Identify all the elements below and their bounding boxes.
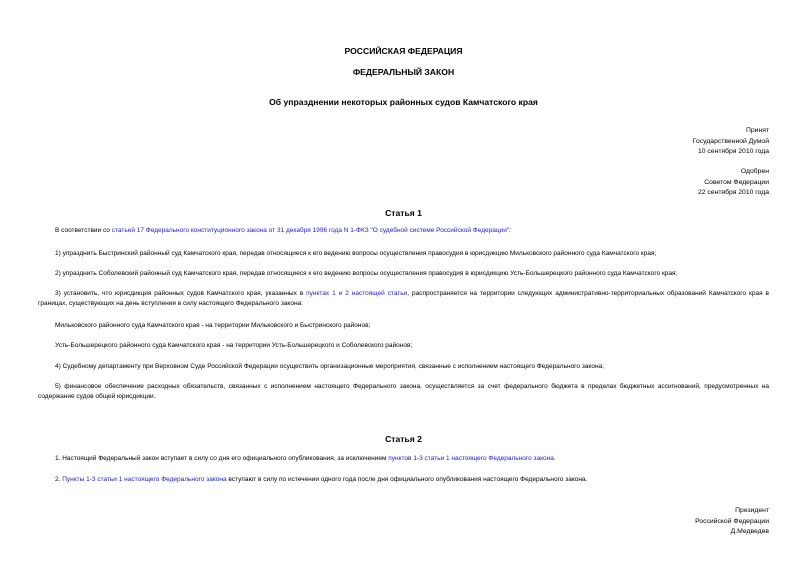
approval-line-1: Одобрен [740, 168, 769, 175]
adoption-line-1: Принят [745, 127, 769, 134]
points-1-2-link[interactable]: пунктах 1 и 2 настоящей статьи [306, 290, 408, 297]
signature-title: Президент [735, 507, 769, 514]
approval-line-2: Советом Федерации [704, 178, 769, 186]
article-1-item-1: 1) упразднить Быстринский районный суд Камчатского края, передав относящиеся к его ведению вопросы осуществления правосудия в юрисдикцию Мильковского районного суда Камчатского края; [55, 250, 657, 257]
article-2-para-2-text: вступают в силу по истечении одного года после дня официального опубликования настоящего Федерального закона. [226, 476, 588, 483]
approval-block [698, 167, 769, 199]
article-1-subitem-2: Усть-Большерецкого районного суда Камчатского края - на территории Усть-Большерецкого и Соболевского районов; [55, 342, 413, 349]
article-1-intro-end: : [509, 227, 511, 234]
article-2-para-2 [38, 475, 769, 485]
article-2-para-1 [38, 454, 769, 464]
article-2-para-2-num: 2. [55, 476, 63, 483]
article-1-heading: Статья 1 [385, 208, 422, 218]
article-17-link[interactable]: статьей 17 Федерального конституционного закона от 31 декабря 1996 года N 1-ФКЗ "О судебной системе Российской Федерации" [111, 227, 510, 234]
points-1-3-link[interactable]: пунктов 1-3 статьи 1 настоящего Федерального закона [388, 455, 554, 462]
article-1-item-3-text: 3) установить, что юрисдикция районных судов Камчатского края, указанных в [55, 290, 307, 297]
article-1-intro [38, 226, 769, 236]
article-1-item-4: 4) Судебному департаменту при Верховном Суде Российской Федерации осуществить организационные мероприятия, связанные с исполнением настоящего Федерального закона; [55, 363, 604, 370]
article-1-subitem-1: Мильковского районного суда Камчатского края - на территории Мильковского и Быстринского районов; [55, 322, 371, 329]
article-1-item-3-rest: , распространяется на территории следующих административно-территориальных образований Камчатского края в границах, существующих на день вступления в силу настоящего Федерального закона: [38, 290, 770, 308]
country-heading: РОССИЙСКАЯ ФЕДЕРАЦИЯ [344, 46, 463, 56]
signature-block [695, 506, 769, 538]
adoption-line-3: 10 сентября 2010 года [697, 148, 769, 156]
law-title: Об упразднении некоторых районных судов Камчатского края [269, 97, 538, 107]
article-2-para-1-end: . [553, 455, 556, 462]
signature-name: Д.Медведев [730, 528, 769, 536]
approval-line-3: 22 сентября 2010 года [697, 189, 769, 197]
article-1-intro-text: В соответствии со [55, 227, 112, 234]
adoption-block [693, 126, 769, 158]
article-1-item-3 [38, 289, 769, 310]
article-1-item-5: 5) финансовое обеспечение расходных обязательств, связанных с исполнением настоящего Федерального закона, осуществляется за счет федерального бюджета в пределах бюджетных ассигнований, предусмотренных на содержание судов общей юрисдикции. [38, 383, 769, 401]
signature-country: Российской Федерации [695, 517, 769, 525]
adoption-line-2: Государственной Думой [692, 137, 769, 145]
article-2-para-1-text: 1. Настоящий Федеральный закон вступает в силу со дня его официального опубликования, за исключением [55, 455, 389, 462]
article-1-item-2: 2) упразднить Соболевский районный суд Камчатского края, передав относящиеся к его ведению вопросы осуществления правосудия в юрисдикцию Усть-Большерецкого районного суда Камчатского края; [55, 270, 678, 277]
article-2-heading: Статья 2 [385, 434, 422, 444]
points-1-3-link-2[interactable]: Пункты 1-3 статьи 1 настоящего Федерального закона [62, 476, 227, 483]
doc-type-heading: ФЕДЕРАЛЬНЫЙ ЗАКОН [352, 67, 455, 77]
